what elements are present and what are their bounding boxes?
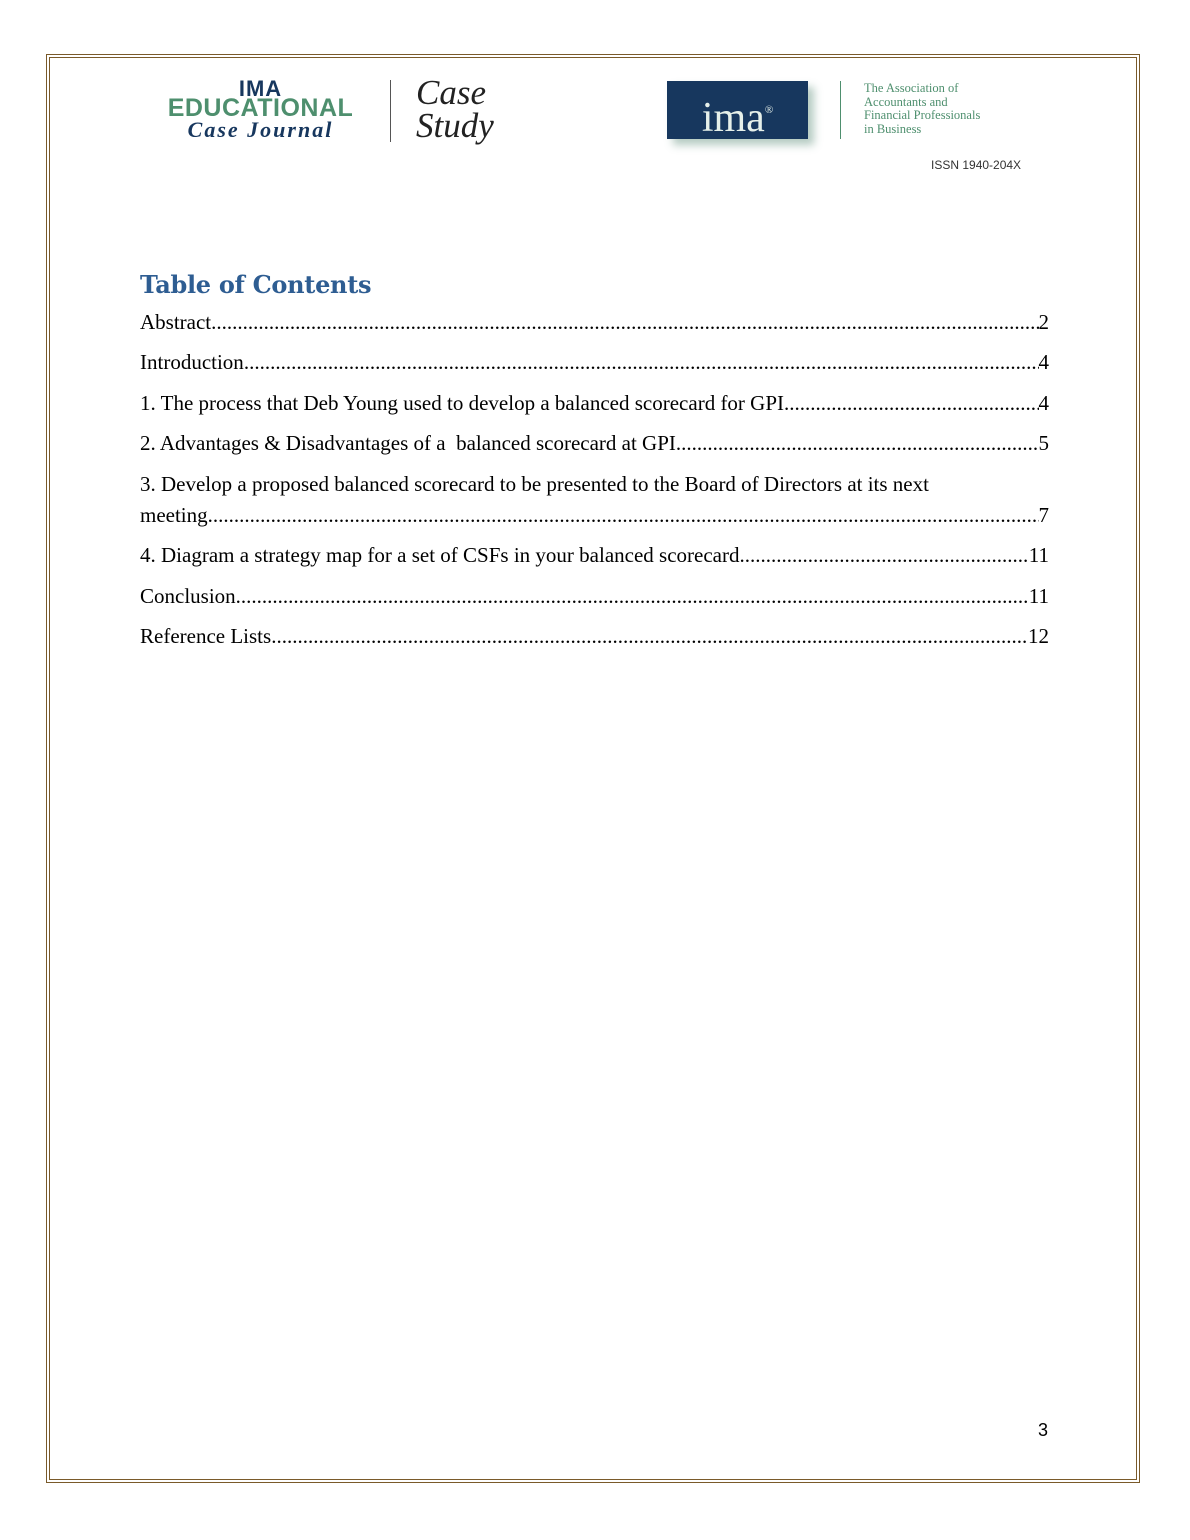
toc-leader-dots <box>676 427 1039 459</box>
toc-entry-page: 11 <box>1028 584 1049 608</box>
toc-entry-section-3-line1[interactable]: 3. Develop a proposed balanced scorecard to be presented to the Board of Directors at its next <box>140 472 929 496</box>
toc-entry-text: Conclusion <box>140 584 236 608</box>
ima-logo-text: ima <box>701 95 765 141</box>
toc-entry-reference-lists[interactable] <box>140 620 1049 652</box>
toc-leader-dots <box>271 620 1028 652</box>
toc-entry-text: Introduction <box>140 350 244 374</box>
assoc-line: in Business <box>864 121 922 136</box>
toc-leader-dots <box>784 387 1038 419</box>
toc-entry-section-2[interactable] <box>140 427 1049 459</box>
toc-leader-dots <box>236 580 1029 612</box>
assoc-line: Accountants and <box>864 94 948 109</box>
assoc-line: The Association of <box>864 81 959 95</box>
assoc-line: Financial Professionals <box>864 108 981 122</box>
toc-entry-section-4[interactable] <box>140 539 1049 571</box>
case-study-line1: Case <box>416 73 486 112</box>
toc-entry-conclusion[interactable] <box>140 580 1049 612</box>
toc-entry-introduction[interactable] <box>140 346 1049 378</box>
case-study-line2: Study <box>416 106 494 145</box>
toc-entry-abstract[interactable] <box>140 306 1049 338</box>
ima-logo-box <box>667 81 808 139</box>
toc-leader-dots <box>244 346 1039 378</box>
toc-entry-page: 4 <box>1038 350 1049 374</box>
registered-mark: ® <box>764 104 774 116</box>
toc-entry-text: meeting <box>140 503 208 527</box>
toc-entry-text: 1. The process that Deb Young used to develop a balanced scorecard for GPI <box>140 391 785 415</box>
toc-entry-page: 11 <box>1028 543 1049 567</box>
ima-educational-case-journal-logo <box>153 76 368 142</box>
toc-leader-dots <box>211 306 1038 338</box>
toc-entry-page: 7 <box>1038 503 1049 527</box>
toc-entry-text: Abstract <box>140 310 212 334</box>
toc-entry-page: 5 <box>1038 431 1049 455</box>
toc-entry-text: 4. Diagram a strategy map for a set of CSFs in your balanced scorecard <box>140 543 740 567</box>
association-tagline <box>864 82 980 136</box>
toc-entry-section-1[interactable] <box>140 387 1049 419</box>
toc-entry-page: 4 <box>1038 391 1049 415</box>
toc-entry-text: 2. Advantages & Disadvantages of a balanced scorecard at GPI <box>140 431 676 455</box>
toc-leader-dots <box>739 539 1028 571</box>
page-number: 3 <box>1038 1420 1049 1440</box>
toc-title: Table of Contents <box>140 270 372 299</box>
association-divider <box>840 81 841 139</box>
toc-entry-page: 2 <box>1038 310 1049 334</box>
logo-case-journal-text: Case Journal <box>187 117 334 142</box>
case-study-label <box>416 73 494 145</box>
toc-entry-page: 12 <box>1028 624 1049 648</box>
toc-entry-section-3[interactable] <box>140 499 1049 531</box>
logo-ima-text: IMA <box>238 76 283 101</box>
issn-number: ISSN 1940-204X <box>931 158 1022 172</box>
toc-leader-dots <box>208 499 1039 531</box>
logo-educational-text: EDUCATIONAL <box>167 94 354 122</box>
toc-entry-text: Reference Lists <box>140 624 272 648</box>
header-divider <box>390 80 391 142</box>
